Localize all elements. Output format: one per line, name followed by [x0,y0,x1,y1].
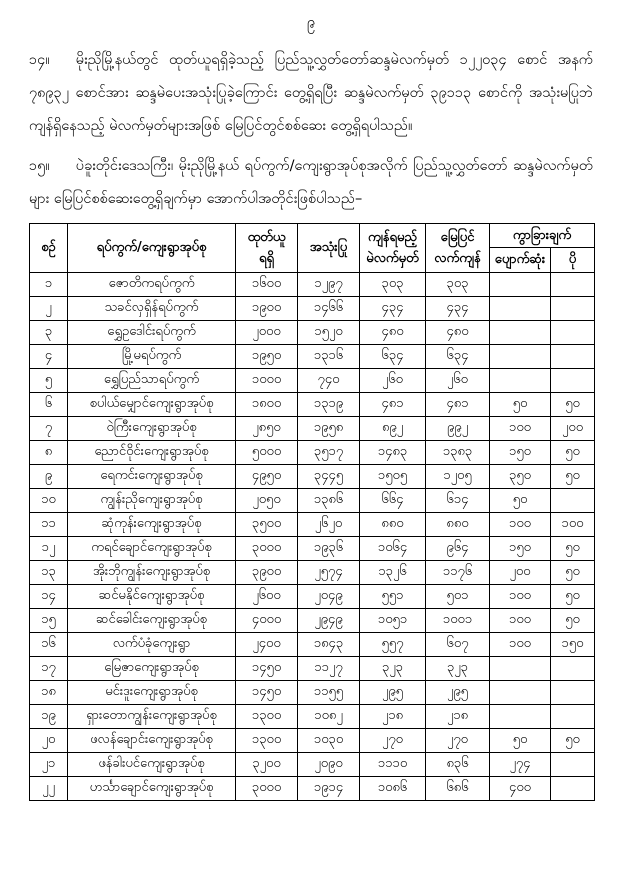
cell-serial: ၁၇ [30,656,68,680]
cell-ground-remain: ၂၇၀ [426,728,490,752]
cell-ground-remain: ၄၃၄ [426,296,490,320]
cell-lost: ၃၅၀ [490,464,551,488]
header-extra: ပို [551,248,595,272]
cell-received: ၁၄၅၀ [236,680,298,704]
cell-received: ၃၀၀၀ [236,776,298,800]
cell-extra [551,272,595,296]
cell-extra [551,344,595,368]
cell-received: ၃၂၀၀ [236,752,298,776]
cell-lost: ၅၀ [490,392,551,416]
cell-used: ၂၆၂၀ [298,512,360,536]
cell-should-remain: ၄၈၀ [360,320,426,344]
cell-serial: ၁၁ [30,512,68,536]
page-number: ၉ [306,13,316,31]
cell-ward-village: ဆုံကုန်းကျေးရွာအုပ်စု [68,512,236,536]
cell-serial: ၇ [30,416,68,440]
table-row [30,368,595,392]
cell-ward-village: ညောင်ဝိုင်းကျေးရွာအုပ်စု [68,440,236,464]
cell-used: ၁၈၄၃ [298,632,360,656]
cell-ward-village: ရေကင်းကျေးရွာအုပ်စု [68,464,236,488]
cell-used: ၂၅၇၄ [298,560,360,584]
cell-ward-village: သခင်လှရှိန်ရပ်ကွက် [68,296,236,320]
cell-ground-remain: ၁၂၀၅ [426,464,490,488]
cell-received: ၁၉၀၀ [236,296,298,320]
cell-ground-remain: ၉၆၄ [426,536,490,560]
cell-lost: ၂၇၄ [490,752,551,776]
cell-serial: ၁၆ [30,632,68,656]
cell-used: ၇၄၀ [298,368,360,392]
cell-serial: ၄ [30,344,68,368]
cell-extra [551,656,595,680]
cell-lost: ၂၀၀ [490,560,551,584]
cell-extra: ၅၀ [551,440,595,464]
table-row [30,512,595,536]
cell-extra [551,320,595,344]
cell-lost [490,320,551,344]
cell-received: ၁၃၀၀ [236,704,298,728]
header-ward-village: ရပ်ကွက်/ကျေးရွာအုပ်စု [68,224,236,273]
cell-received: ၁၃၀၀ [236,728,298,752]
cell-extra [551,752,595,776]
cell-received: ၅၀၀၀ [236,440,298,464]
cell-received: ၁၀၀၀ [236,368,298,392]
cell-ground-remain: ၆၈၆ [426,776,490,800]
cell-ward-village: မြေဇာကျေးရွာအုပ်စု [68,656,236,680]
cell-ward-village: ဇောတိကရပ်ကွက် [68,272,236,296]
table-row [30,704,595,728]
header-received: ထုတ်ယူ ရရှိ [236,224,298,273]
cell-lost: ၁၅၀ [490,440,551,464]
cell-received: ၃၉၀၀ [236,560,298,584]
header-lost: ပျောက်ဆုံး [490,248,551,272]
cell-received: ၂၄၀၀ [236,632,298,656]
cell-ward-village: အိုးဘိုကျွန်းကျေးရွာအုပ်စု [68,560,236,584]
table-row [30,752,595,776]
cell-lost [490,704,551,728]
header-difference: ကွာခြားချက် [490,224,595,248]
paragraph-14-number: ၁၄။ [29,52,50,68]
cell-serial: ၂၀ [30,728,68,752]
cell-lost: ၁၀၀ [490,632,551,656]
cell-used: ၂၀၄၉ [298,584,360,608]
table-row [30,272,595,296]
cell-should-remain: ၃၂၃ [360,656,426,680]
cell-ground-remain: ၆၃၄ [426,344,490,368]
cell-should-remain: ၄၃၄ [360,296,426,320]
cell-should-remain: ၂၉၅ [360,680,426,704]
cell-ground-remain: ၈၃၆ [426,752,490,776]
table-row [30,488,595,512]
cell-extra [551,488,595,512]
cell-serial: ၅ [30,368,68,392]
cell-extra [551,680,595,704]
cell-should-remain: ၂၆၀ [360,368,426,392]
cell-received: ၄၀၀၀ [236,608,298,632]
table-row [30,656,595,680]
cell-ward-village: ဖလန်ချောင်းကျေးရွာအုပ်စု [68,728,236,752]
cell-should-remain: ၂၁၈ [360,704,426,728]
cell-extra: ၅၀ [551,464,595,488]
cell-serial: ၁ [30,272,68,296]
cell-extra: ၅၀ [551,584,595,608]
cell-ward-village: ဆင်ခေါင်းကျေးရွာအုပ်စု [68,608,236,632]
cell-used: ၁၉၁၄ [298,776,360,800]
cell-should-remain: ၁၃၂၆ [360,560,426,584]
cell-extra [551,704,595,728]
cell-extra: ၅၀ [551,536,595,560]
cell-serial: ၂၁ [30,752,68,776]
cell-lost: ၅၀ [490,488,551,512]
cell-used: ၁၂၉၇ [298,272,360,296]
cell-extra [551,368,595,392]
cell-should-remain: ၁၀၆၄ [360,536,426,560]
cell-ground-remain: ၆၁၄ [426,488,490,512]
table-row [30,440,595,464]
cell-extra: ၅၀ [551,392,595,416]
cell-lost [490,368,551,392]
cell-used: ၁၃၈၆ [298,488,360,512]
cell-ground-remain: ၁၃၈၃ [426,440,490,464]
cell-ward-village: ကျွန်းညိုကျေးရွာအုပ်စု [68,488,236,512]
cell-extra: ၅၀ [551,728,595,752]
cell-ward-village: စပါယ်မျှောင်ကျေးရွာအုပ်စု [68,392,236,416]
cell-lost: ၁၀၀ [490,416,551,440]
table-header [30,224,595,273]
cell-ward-village: ဟင်္သာချောင်ကျေးရွာအုပ်စု [68,776,236,800]
table-row [30,296,595,320]
cell-used: ၂၉၄၉ [298,608,360,632]
cell-serial: ၁၅ [30,608,68,632]
paragraph-14-text: မိုးညိုမြို့နယ်တွင် ထုတ်ယူရရှိခဲ့သည့် ပြည်သူ့လွှတ်တော်ဆန္ဒမဲလက်မှတ် ၁၂၂၀၃၄ စောင် အနက် ၇၈၉၃၂ စောင်အား ဆန္ဒမဲပေးအသုံးပြုခဲ့ကြောင်း တွေ့ရှိရပြီး ဆန္ဒမဲလက်မှတ် ၃၉၁၁၃ စောင်ကို အသုံးမပြုဘဲကျန်ရှိနေသည့် မဲလက်မှတ်များအဖြစ် မြေပြင်တွင်စစ်ဆေး တွေ့ရှိရပါသည်။ [29,52,593,134]
table-row [30,320,595,344]
cell-should-remain: ၈၈၀ [360,512,426,536]
cell-extra: ၁၅၀ [551,632,595,656]
cell-should-remain: ၁၅၀၅ [360,464,426,488]
cell-should-remain: ၁၀၈၆ [360,776,426,800]
cell-lost [490,296,551,320]
cell-ground-remain: ၂၁၈ [426,704,490,728]
table-row [30,680,595,704]
cell-used: ၃၅၁၇ [298,440,360,464]
cell-ward-village: ရွှေဥဒေါင်းရပ်ကွက် [68,320,236,344]
ballot-results-table [29,223,595,801]
header-serial: စဉ် [30,224,68,273]
cell-serial: ၁၀ [30,488,68,512]
cell-serial: ၃ [30,320,68,344]
cell-received: ၂၆၀၀ [236,584,298,608]
cell-ground-remain: ၆၀၇ [426,632,490,656]
header-should-remain: ကျန်ရမည့် မဲလက်မှတ် [360,224,426,273]
cell-extra: ၂၀၀ [551,416,595,440]
cell-should-remain: ၁၁၁၀ [360,752,426,776]
table-row [30,560,595,584]
cell-serial: ၂ [30,296,68,320]
table-row [30,608,595,632]
cell-should-remain: ၁၀၅၁ [360,608,426,632]
table-row [30,728,595,752]
cell-ward-village: လက်ပံခုံကျေးရွာ [68,632,236,656]
cell-ward-village: ဝဲကြီးကျေးရွာအုပ်စု [68,416,236,440]
cell-ground-remain: ၁၁၇၆ [426,560,490,584]
cell-extra: ၁၀၀ [551,512,595,536]
cell-used: ၂၀၉၀ [298,752,360,776]
cell-should-remain: ၁၄၈၃ [360,440,426,464]
cell-ground-remain: ၃၀၃ [426,272,490,296]
cell-should-remain: ၈၉၂ [360,416,426,440]
cell-lost: ၁၀၀ [490,584,551,608]
table-row [30,392,595,416]
results-table-body [30,272,595,800]
paragraph-15-number: ၁၅။ [29,158,50,174]
cell-received: ၄၉၅၀ [236,464,298,488]
cell-used: ၁၉၅၈ [298,416,360,440]
cell-lost: ၁၀၀ [490,608,551,632]
cell-ward-village: ရွှေပြည်သာရပ်ကွက် [68,368,236,392]
cell-serial: ၁၄ [30,584,68,608]
cell-ward-village: မင်းဒူးကျေးရွာအုပ်စု [68,680,236,704]
cell-serial: ၂၂ [30,776,68,800]
cell-should-remain: ၅၅၇ [360,632,426,656]
cell-extra: ၅၀ [551,608,595,632]
cell-extra [551,776,595,800]
cell-used: ၁၃၁၆ [298,344,360,368]
cell-ground-remain: ၃၂၃ [426,656,490,680]
cell-received: ၂၀၅၀ [236,488,298,512]
paragraph-15 [29,150,593,216]
table-row [30,416,595,440]
cell-used: ၁၀၈၂ [298,704,360,728]
cell-serial: ၁၂ [30,536,68,560]
cell-ward-village: မြို့မရပ်ကွက် [68,344,236,368]
table-row [30,464,595,488]
header-ground-remain: မြေပြင် လက်ကျန် [426,224,490,273]
cell-received: ၃၀၀၀ [236,536,298,560]
cell-lost [490,344,551,368]
cell-should-remain: ၆၆၄ [360,488,426,512]
header-used: အသုံးပြု [298,224,360,273]
cell-ground-remain: ၈၈၀ [426,512,490,536]
cell-lost [490,272,551,296]
cell-lost [490,656,551,680]
table-row [30,584,595,608]
cell-received: ၂၈၅၀ [236,416,298,440]
cell-received: ၂၀၀၀ [236,320,298,344]
cell-ward-village: ကရင်ချောင်ကျေးရွာအုပ်စု [68,536,236,560]
cell-lost: ၁၅၀ [490,536,551,560]
cell-extra: ၅၀ [551,560,595,584]
cell-serial: ၁၈ [30,680,68,704]
table-row [30,344,595,368]
cell-serial: ၆ [30,392,68,416]
table-row [30,536,595,560]
cell-ground-remain: ၅၀၁ [426,584,490,608]
cell-ward-village: ဖန်ခါးပင်ကျေးရွာအုပ်စု [68,752,236,776]
table-row [30,632,595,656]
cell-serial: ၈ [30,440,68,464]
cell-ground-remain: ၁၀၀၁ [426,608,490,632]
cell-should-remain: ၅၅၁ [360,584,426,608]
cell-should-remain: ၂၇၀ [360,728,426,752]
cell-used: ၁၉၃၆ [298,536,360,560]
cell-ground-remain: ၉၉၂ [426,416,490,440]
cell-received: ၁၉၅၀ [236,344,298,368]
cell-serial: ၁၃ [30,560,68,584]
cell-ground-remain: ၂၉၅ [426,680,490,704]
cell-ground-remain: ၄၈၁ [426,392,490,416]
cell-should-remain: ၄၈၁ [360,392,426,416]
cell-ward-village: ဆင်မနိုင်ကျေးရွာအုပ်စု [68,584,236,608]
cell-received: ၃၅၀၀ [236,512,298,536]
cell-lost [490,680,551,704]
cell-serial: ၁၉ [30,704,68,728]
cell-used: ၁၅၂၀ [298,320,360,344]
cell-should-remain: ၆၃၄ [360,344,426,368]
cell-extra [551,296,595,320]
cell-used: ၁၃၁၉ [298,392,360,416]
cell-should-remain: ၃၀၃ [360,272,426,296]
cell-lost: ၄၀၀ [490,776,551,800]
cell-used: ၁၄၆၆ [298,296,360,320]
cell-used: ၁၁၅၅ [298,680,360,704]
cell-ground-remain: ၂၆၀ [426,368,490,392]
cell-ground-remain: ၄၈၀ [426,320,490,344]
cell-lost: ၅၀ [490,728,551,752]
paragraph-14 [29,44,593,143]
cell-used: ၁၁၂၇ [298,656,360,680]
cell-lost: ၁၀၀ [490,512,551,536]
cell-received: ၁၆၀၀ [236,272,298,296]
table-row [30,776,595,800]
paragraph-15-text: ပဲခူးတိုင်းဒေသကြီး၊ မိုးညိုမြို့နယ် ရပ်ကွက်/ကျေးရွာအုပ်စုအလိုက် ပြည်သူ့လွှတ်တော် ဆန္ဒမဲလက်မှတ်များ မြေပြင်စစ်ဆေးတွေ့ရှိချက်မှာ အောက်ပါအတိုင်းဖြစ်ပါသည်– [29,158,593,207]
cell-received: ၁၈၀၀ [236,392,298,416]
cell-ward-village: ရှားတောကျွန်းကျေးရွာအုပ်စု [68,704,236,728]
cell-received: ၁၄၅၀ [236,656,298,680]
cell-used: ၁၀၃၀ [298,728,360,752]
cell-used: ၃၄၄၅ [298,464,360,488]
cell-serial: ၉ [30,464,68,488]
